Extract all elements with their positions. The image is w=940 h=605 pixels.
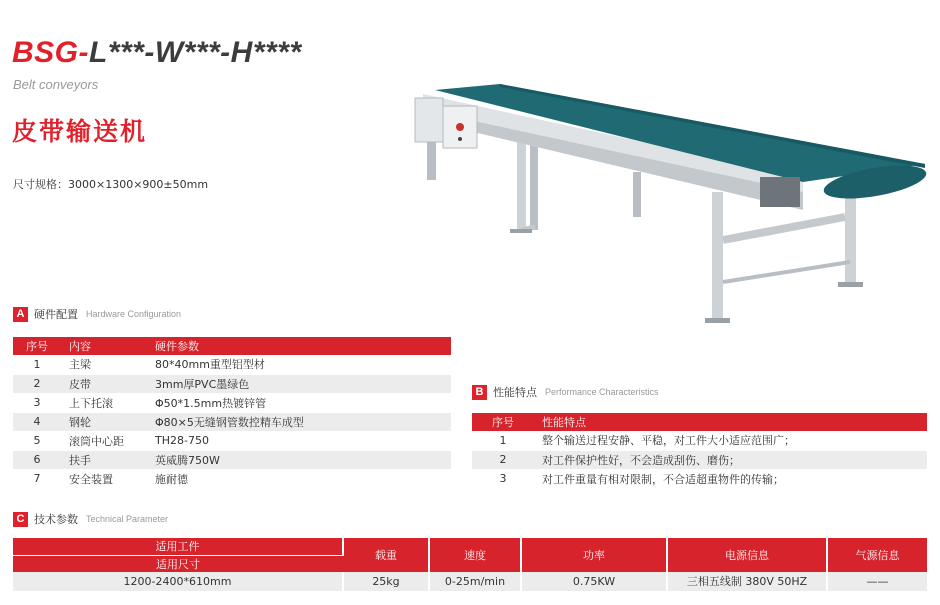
section-a-header bbox=[13, 306, 181, 322]
cell-load: 25kg bbox=[343, 572, 429, 591]
row-feature: 整个输送过程安静、平稳，对工件大小适应范围广； bbox=[534, 431, 927, 450]
row-spec: 3mm厚PVC墨绿色 bbox=[147, 374, 451, 393]
row-item: 上下托滚 bbox=[61, 393, 147, 412]
row-spec: Φ50*1.5mm热镀锌管 bbox=[147, 393, 451, 412]
row-item: 扶手 bbox=[61, 450, 147, 469]
column-header: 内容 bbox=[61, 337, 147, 355]
row-index: 3 bbox=[472, 469, 534, 488]
column-header: 硬件参数 bbox=[147, 337, 451, 355]
row-index: 4 bbox=[13, 412, 61, 431]
row-spec: 英威腾750W bbox=[147, 450, 451, 469]
section-a-badge: A bbox=[13, 307, 28, 322]
performance-table-header bbox=[472, 413, 927, 431]
table-row bbox=[13, 572, 927, 591]
section-c-badge: C bbox=[13, 512, 28, 527]
row-index: 3 bbox=[13, 393, 61, 412]
column-header: 功率 bbox=[521, 538, 667, 572]
cell-speed: 0-25m/min bbox=[429, 572, 521, 591]
column-header: 电源信息 bbox=[667, 538, 827, 572]
row-spec: 80*40mm重型铝型材 bbox=[147, 355, 451, 374]
row-index: 7 bbox=[13, 469, 61, 488]
row-spec: 施耐德 bbox=[147, 469, 451, 488]
product-subtitle-en: Belt conveyors bbox=[13, 77, 99, 92]
hardware-table-header bbox=[13, 337, 451, 355]
row-spec: TH28-750 bbox=[147, 431, 451, 450]
row-index: 2 bbox=[13, 374, 61, 393]
section-c-header bbox=[13, 511, 168, 527]
belt-conveyor-image bbox=[405, 82, 930, 327]
row-item: 安全装置 bbox=[61, 469, 147, 488]
row-feature: 对工件重量有相对限制，不合适超重物件的传输； bbox=[534, 469, 927, 488]
section-a-title-en: Hardware Configuration bbox=[86, 309, 182, 319]
row-index: 1 bbox=[13, 355, 61, 374]
table-row bbox=[13, 355, 451, 374]
technical-table bbox=[13, 538, 927, 592]
row-item: 皮带 bbox=[61, 374, 147, 393]
table-row bbox=[13, 374, 451, 393]
row-index: 5 bbox=[13, 431, 61, 450]
performance-table bbox=[472, 413, 927, 489]
section-a-title-cn: 硬件配置 bbox=[34, 308, 78, 321]
row-index: 6 bbox=[13, 450, 61, 469]
column-header: 速度 bbox=[429, 538, 521, 572]
row-spec: Φ80×5无缝钢管数控精车成型 bbox=[147, 412, 451, 431]
dimensions-spec: 尺寸规格：3000×1300×900±50mm bbox=[13, 178, 209, 191]
section-b-header bbox=[472, 384, 659, 400]
table-row bbox=[472, 469, 927, 488]
row-item: 主梁 bbox=[61, 355, 147, 374]
model-prefix: BSG- bbox=[12, 36, 89, 69]
row-feature: 对工件保护性好，不会造成刮伤、磨伤； bbox=[534, 450, 927, 469]
section-b-title-cn: 性能特点 bbox=[493, 386, 537, 399]
row-item: 滚筒中心距 bbox=[61, 431, 147, 450]
column-header: 序号 bbox=[13, 337, 61, 355]
column-header: 气源信息 bbox=[827, 538, 927, 572]
section-b-title-en: Performance Characteristics bbox=[545, 387, 659, 397]
table-row bbox=[13, 469, 451, 488]
model-title bbox=[12, 36, 302, 70]
column-header-size: 适用尺寸 bbox=[13, 555, 343, 572]
cell-power-supply: 三相五线制 380V 50HZ bbox=[667, 572, 827, 591]
product-title-cn: 皮带输送机 bbox=[12, 117, 148, 146]
model-suffix: L***-W***-H**** bbox=[89, 36, 302, 69]
column-header: 序号 bbox=[472, 413, 534, 431]
column-header: 性能特点 bbox=[534, 413, 927, 431]
section-c-title-cn: 技术参数 bbox=[34, 513, 78, 526]
column-header-workpiece: 适用工件 bbox=[13, 538, 343, 555]
row-index: 2 bbox=[472, 450, 534, 469]
row-index: 1 bbox=[472, 431, 534, 450]
section-b-badge: B bbox=[472, 385, 487, 400]
table-row bbox=[472, 431, 927, 450]
table-row bbox=[13, 412, 451, 431]
column-header: 载重 bbox=[343, 538, 429, 572]
table-row bbox=[13, 393, 451, 412]
cell-size: 1200-2400*610mm bbox=[13, 572, 343, 591]
table-row bbox=[13, 431, 451, 450]
table-row bbox=[472, 450, 927, 469]
section-c-title-en: Technical Parameter bbox=[86, 514, 169, 524]
technical-table-header bbox=[13, 538, 927, 555]
hardware-table bbox=[13, 337, 451, 489]
cell-power: 0.75KW bbox=[521, 572, 667, 591]
table-row bbox=[13, 450, 451, 469]
row-item: 钢轮 bbox=[61, 412, 147, 431]
cell-air-supply: —— bbox=[827, 572, 927, 591]
